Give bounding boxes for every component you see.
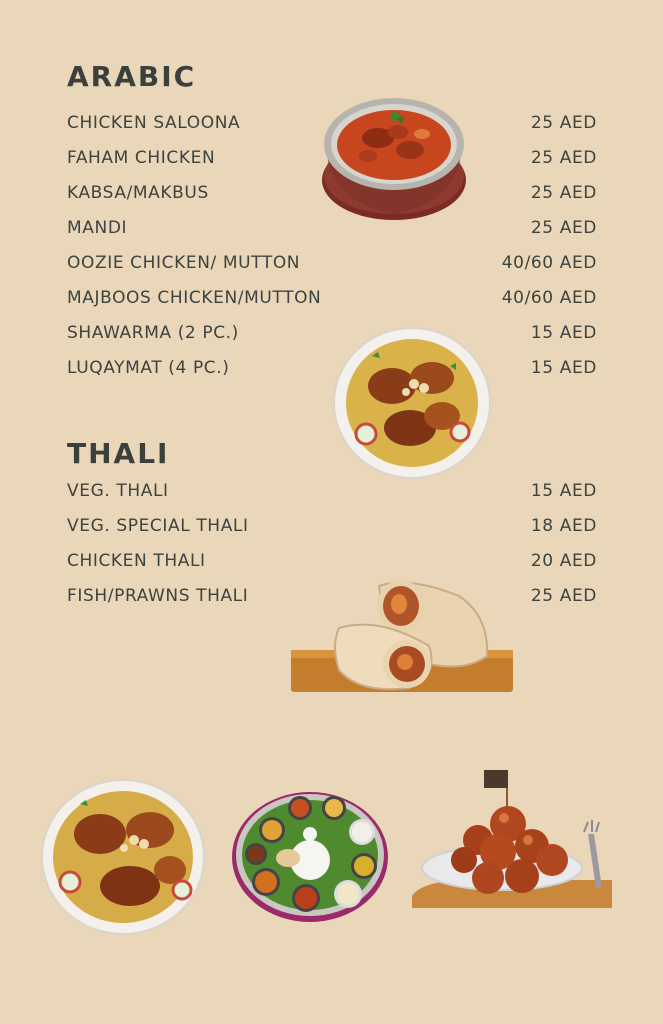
item-name: MAJBOOS CHICKEN/MUTTON — [67, 287, 322, 308]
item-price: 40/60 AED — [501, 287, 597, 308]
item-price: 15 AED — [530, 357, 597, 378]
item-price: 25 AED — [530, 147, 597, 168]
arabic-section-title: ARABIC — [67, 60, 197, 93]
item-name: VEG. SPECIAL THALI — [67, 515, 249, 536]
item-name: MANDI — [67, 217, 128, 238]
item-price: 25 AED — [530, 112, 597, 133]
item-name: VEG. THALI — [67, 480, 169, 501]
item-price: 25 AED — [530, 182, 597, 203]
item-name: CHICKEN SALOONA — [67, 112, 241, 133]
menu-item — [67, 543, 597, 578]
item-price: 40/60 AED — [501, 252, 597, 273]
luqaymat-image — [412, 768, 624, 910]
menu-item — [67, 508, 597, 543]
item-price: 15 AED — [530, 322, 597, 343]
item-name: FISH/PRAWNS THALI — [67, 585, 249, 606]
item-price: 18 AED — [530, 515, 597, 536]
item-name: SHAWARMA (2 PC.) — [67, 322, 239, 343]
item-price: 20 AED — [530, 550, 597, 571]
biryani-plate-image-2 — [40, 778, 206, 936]
item-price: 25 AED — [530, 585, 597, 606]
item-price: 25 AED — [530, 217, 597, 238]
item-name: OOZIE CHICKEN/ MUTTON — [67, 252, 301, 273]
biryani-plate-image — [332, 326, 492, 480]
menu-item — [67, 280, 597, 315]
item-name: CHICKEN THALI — [67, 550, 206, 571]
curry-bowl-image — [318, 92, 470, 222]
menu-item — [67, 245, 597, 280]
thali-plate-image — [230, 790, 390, 924]
thali-section-title: THALI — [67, 437, 170, 470]
item-price: 15 AED — [530, 480, 597, 501]
item-name: FAHAM CHICKEN — [67, 147, 216, 168]
item-name: KABSA/MAKBUS — [67, 182, 209, 203]
shawarma-wrap-image — [289, 576, 515, 696]
item-name: LUQAYMAT (4 PC.) — [67, 357, 230, 378]
